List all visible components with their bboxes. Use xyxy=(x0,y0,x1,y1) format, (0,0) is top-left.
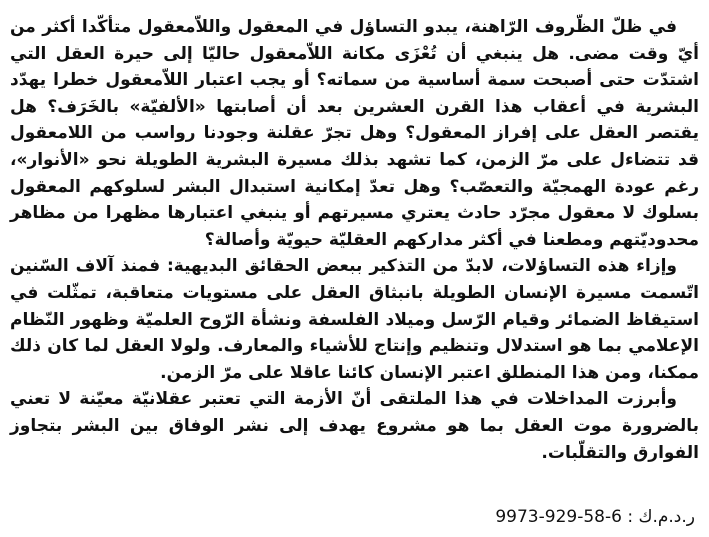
isbn-line xyxy=(495,506,695,528)
isbn-number: 9973-929-58-6 xyxy=(495,507,622,527)
paragraph-1: في ظلّ الظّروف الرّاهنة، يبدو التساؤل في المعقول واللاّمعقول متأكّدا أكثر من أيّ وقت مضى. هل ينبغي أن تُعْزَى مكانة اللاّمعقول حاليّا إلى حيرة العقل التي اشتدّت حتى أصبحت سمة أساسية من سماته؟ أو يجب اعتبار اللاّمعقول خطرا يهدّد البشرية في أعقاب هذا القرن العشرين بعد أن أصابتها «الألفيّة» بالخَرَف؟ هل يقتصر العقل على إفراز المعقول؟ وهل تجرّ عقلنة وجودنا رواسب من اللامعقول قد تتضاءل على مرّ الزمن، كما تشهد بذلك مسيرة البشرية الطويلة نحو «الأنوار»، رغم عودة الهمجيّة والتعصّب؟ وهل تعدّ إمكانية استبدال البشر لسلوكهم المعقول بسلوك لا معقول مجرّد حادث يعتري مسيرتهم أو ينبغي اعتبارها مظهرا من مظاهر محدوديّتهم ومطعنا في أكثر مداركهم العقليّة حيويّة وأصالة؟ xyxy=(10,17,699,250)
paragraph-2: وإزاء هذه التساؤلات، لابدّ من التذكير ببعض الحقائق البديهية: فمنذ آلاف السّنين اتّسمت مسيرة الإنسان الطويلة بانبثاق العقل على مستويات متعاقبة، تمثّلت في استيقاظ الضمائر وقيام الرّسل وميلاد الفلسفة ونشأة الرّوح العلميّة وظهور النّظام الإعلامي بما هو استدلال وتنظيم وإنتاج للأشياء والمعارف. ولولا العقل لما كان ذلك ممكنا، ومن هذا المنطلق اعتبر الإنسان كائنا عاقلا على مرّ الزمن. xyxy=(10,256,699,383)
isbn-label: ر.د.م.ك : xyxy=(627,507,695,527)
body-text xyxy=(10,14,699,466)
paragraph-3: وأبرزت المداخلات في هذا الملتقى أنّ الأزمة التي تعتبر عقلانيّة معيّنة لا تعني بالضرورة موت العقل بما هو مشروع يهدف إلى نشر الوفاق بين البشر بتجاوز الفوارق والتقلّبات. xyxy=(10,389,699,463)
